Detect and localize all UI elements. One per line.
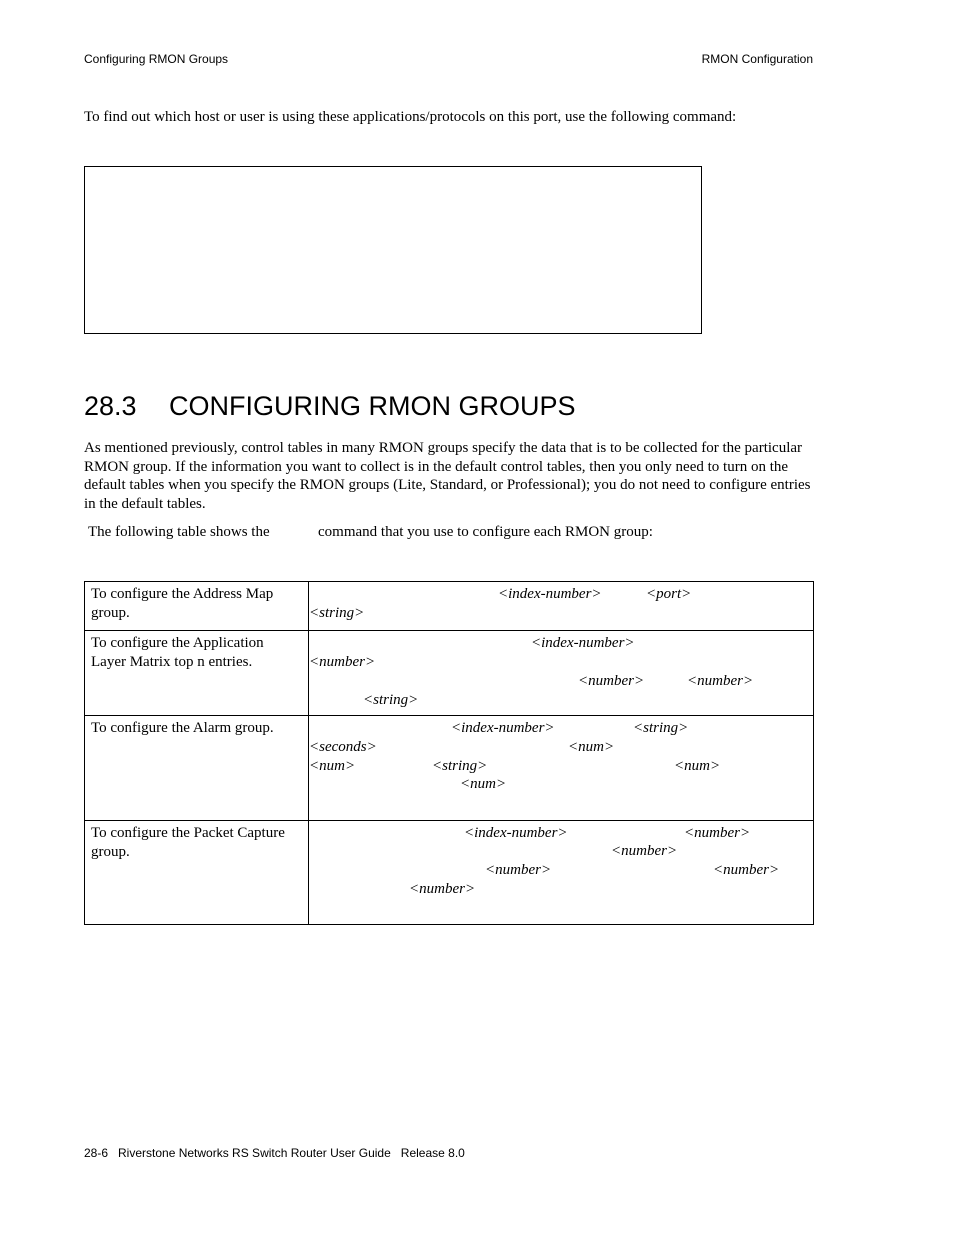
page-footer: 28-6 Riverstone Networks RS Switch Router User Guide Release 8.0 [84, 1146, 465, 1160]
command-argument: <number> [713, 862, 780, 878]
table-row [85, 716, 814, 821]
command-argument: <string> [432, 758, 488, 774]
command-argument: <index-number> [498, 586, 602, 602]
command-cell [309, 821, 814, 925]
rmon-config-table [84, 581, 814, 925]
task-cell: To configure the Application Layer Matrix top n entries. [85, 631, 309, 716]
task-cell: To configure the Address Map group. [85, 582, 309, 631]
command-argument: <index-number> [451, 720, 555, 736]
command-argument: <string> [633, 720, 689, 736]
intro-text: To find out which host or user is using these applications/protocols on this port, use the following command: [84, 109, 737, 125]
section-paragraph: As mentioned previously, control tables in many RMON groups specify the data that is to be collected for the particular RMON group. If the information you want to collect is in the default control tables, then you only need to turn on the default tables when you specify the RMON groups (Lite, Standard, or Professional); you do not need to configure entries in the default tables. [84, 440, 811, 513]
table-intro-before: The following table shows the [88, 524, 270, 540]
command-argument: <number> [611, 843, 678, 859]
command-argument: <number> [309, 654, 376, 670]
command-argument: <num> [674, 758, 721, 774]
command-argument: <num> [568, 739, 615, 755]
command-argument: <num> [460, 776, 507, 792]
command-argument: <number> [409, 881, 476, 897]
command-argument: <string> [309, 605, 365, 621]
command-argument: <seconds> [309, 739, 377, 755]
command-argument: <number> [485, 862, 552, 878]
command-argument: <number> [687, 673, 754, 689]
section-title: CONFIGURING RMON GROUPS [169, 391, 576, 421]
command-argument: <string> [363, 692, 419, 708]
command-cell [309, 582, 814, 631]
task-cell: To configure the Packet Capture group. [85, 821, 309, 925]
table-row [85, 821, 814, 925]
command-argument: <index-number> [531, 635, 635, 651]
command-cell [309, 716, 814, 821]
table-row [85, 582, 814, 631]
command-argument: <port> [646, 586, 692, 602]
running-header-right: RMON Configuration [701, 52, 813, 66]
section-number: 28.3 [84, 391, 137, 421]
command-argument: <number> [578, 673, 645, 689]
command-argument: <num> [309, 758, 356, 774]
task-cell: To configure the Alarm group. [85, 716, 309, 821]
running-header-left: Configuring RMON Groups [84, 52, 229, 66]
table-intro-after: command that you use to configure each RMON group: [318, 524, 653, 540]
command-example-box [84, 166, 702, 334]
command-argument: <number> [684, 825, 751, 841]
command-cell [309, 631, 814, 716]
table-row [85, 631, 814, 716]
command-argument: <index-number> [464, 825, 568, 841]
